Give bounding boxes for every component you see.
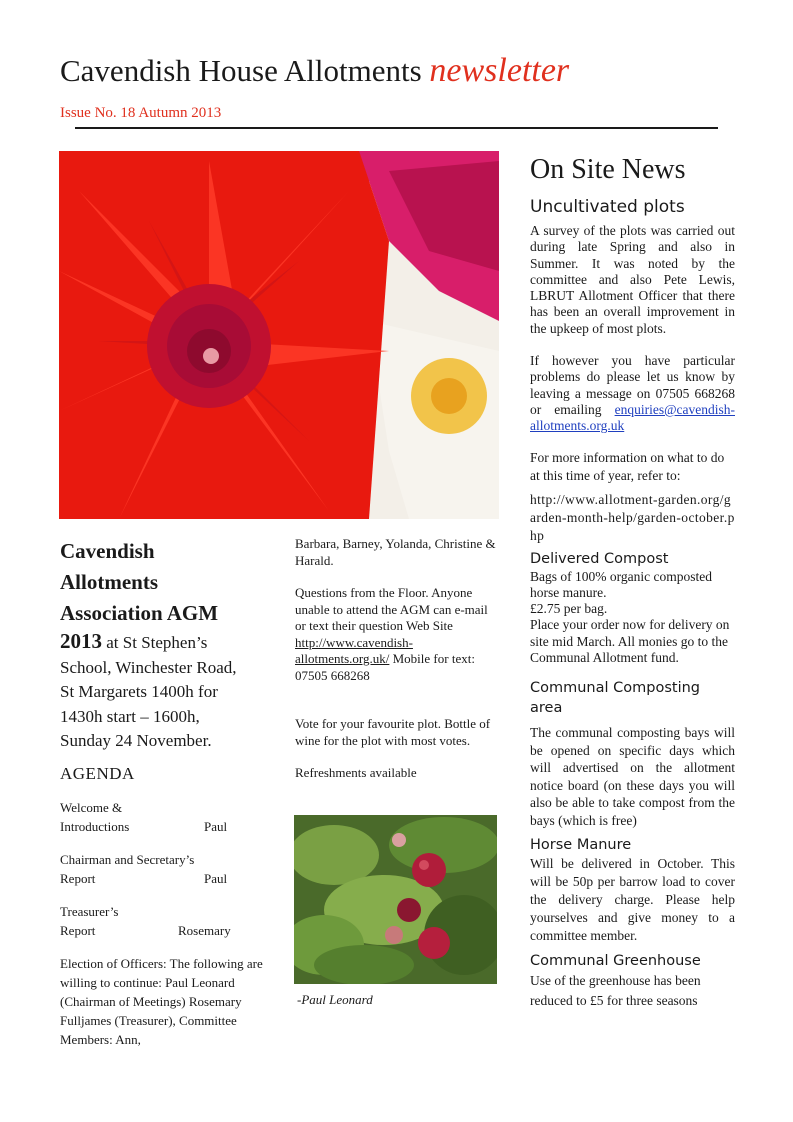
section-title-horse-manure: Horse Manure bbox=[530, 837, 632, 854]
mobile-text: Mobile for text: 07505 668268 bbox=[295, 651, 475, 683]
agm-heading-line: Association AGM bbox=[60, 601, 219, 625]
compost-text bbox=[530, 569, 735, 667]
contact-text: If however you have particular problems do please let us know by leaving a message on 07505 668268 or emailing bbox=[530, 353, 735, 417]
agenda-item-title: Welcome & bbox=[60, 799, 123, 815]
compost-desc: Bags of 100% organic composted horse manure. bbox=[530, 568, 712, 600]
agm-details-line: Sunday 24 November. bbox=[60, 731, 212, 750]
questions-text: Questions from the Floor. Anyone unable to attend the AGM can e-mail or text their question Web Site bbox=[295, 585, 488, 633]
more-info-url: http://www.allotment-garden.org/garden-month-help/garden-october.php bbox=[530, 491, 735, 543]
agm-column bbox=[60, 536, 270, 1049]
agm-year: 2013 bbox=[60, 629, 102, 653]
website-link[interactable]: http://www.cavendish-allotments.org.uk/ bbox=[295, 634, 413, 666]
questions-paragraph bbox=[295, 585, 500, 684]
agm-details-line: at St Stephen’s bbox=[102, 633, 208, 652]
agenda-item-title: Report bbox=[60, 870, 96, 886]
agm-heading bbox=[60, 536, 270, 629]
section-title-greenhouse: Communal Greenhouse bbox=[530, 953, 701, 970]
section-title-communal-composting: Communal Composting area bbox=[530, 680, 701, 717]
greenhouse-text: Use of the greenhouse has been reduced to £5 for three seasons bbox=[530, 973, 701, 1009]
agm-details-line: St Margarets 1400h for bbox=[60, 682, 218, 701]
raspberry-photo bbox=[294, 815, 497, 984]
vote-text: Vote for your favourite plot. Bottle of wine for the plot with most votes. bbox=[295, 716, 491, 748]
news-heading: On Site News bbox=[530, 154, 686, 185]
agm-heading-line: Allotments bbox=[60, 570, 158, 594]
compost-price: £2.75 per bag. bbox=[530, 601, 608, 617]
agm-details-line: School, Winchester Road, bbox=[60, 657, 237, 677]
title-main: Cavendish House Allotments bbox=[60, 53, 422, 88]
committee-continued: Barbara, Barney, Yolanda, Christine & Harald. bbox=[295, 536, 496, 568]
compost-order: Place your order now for delivery on site mid March. All monies go to the Communal Allotment fund. bbox=[530, 617, 730, 666]
agenda-item-presenter: Paul bbox=[204, 870, 228, 886]
agenda-item-presenter: Rosemary bbox=[178, 922, 231, 938]
agenda-item-title: Treasurer’s bbox=[60, 903, 119, 919]
photo-caption: -Paul Leonard bbox=[297, 992, 373, 1007]
agenda-heading: AGENDA bbox=[60, 763, 135, 783]
header-rule bbox=[75, 127, 718, 129]
title-newsletter-word: newsletter bbox=[429, 52, 570, 89]
agenda-item bbox=[60, 850, 270, 888]
refreshments-text: Refreshments available bbox=[295, 765, 417, 780]
agm-heading-line: Cavendish bbox=[60, 539, 155, 563]
section-title-uncultivated: Uncultivated plots bbox=[530, 197, 685, 217]
manure-text: Will be delivered in October. This will be 50p per barrow load to cover the delivery charge. Please help yourselves and give money to a committee member. bbox=[530, 856, 735, 944]
communal-text: The communal composting bays will be opened on specific days which will advertised on the allotment notice board (on these days you will also be able to take compost from the bays (which is free) bbox=[530, 725, 735, 828]
agenda-item bbox=[60, 902, 270, 940]
agenda-item-title: Introductions bbox=[60, 818, 130, 834]
on-site-news-column bbox=[530, 153, 735, 1011]
agenda-item-title: Chairman and Secretary’s bbox=[60, 851, 195, 867]
uncultivated-text: A survey of the plots was carried out during late Spring and also in Summer. It was noted by the committee and also Pete Lewis, LBRUT Allotment Officer that there has been an overall improvement in the upkeep of most plots. bbox=[530, 223, 735, 336]
newsletter-title bbox=[60, 52, 569, 90]
election-text: Election of Officers: The following are willing to continue: Paul Leonard (Chairman of Meetings) Rosemary Fulljames (Treasurer), Committee Members: Ann, bbox=[60, 955, 263, 1047]
more-info-text: For more information on what to do at this time of year, refer to: bbox=[530, 449, 725, 483]
agm-details-line: 1430h start – 1600h, bbox=[60, 706, 200, 726]
agm-details bbox=[60, 629, 270, 754]
issue-label: Issue No. 18 Autumn 2013 bbox=[60, 105, 222, 121]
section-title-compost: Delivered Compost bbox=[530, 550, 669, 567]
uncultivated-contact bbox=[530, 353, 735, 434]
agenda-item bbox=[60, 798, 270, 836]
email-link[interactable]: enquiries@cavendish-allotments.org.uk bbox=[530, 401, 735, 434]
agenda-item-presenter: Paul bbox=[204, 818, 228, 834]
dahlia-photo bbox=[59, 151, 499, 519]
agm-continued-column bbox=[295, 536, 500, 782]
agenda-item-title: Report bbox=[60, 922, 96, 938]
